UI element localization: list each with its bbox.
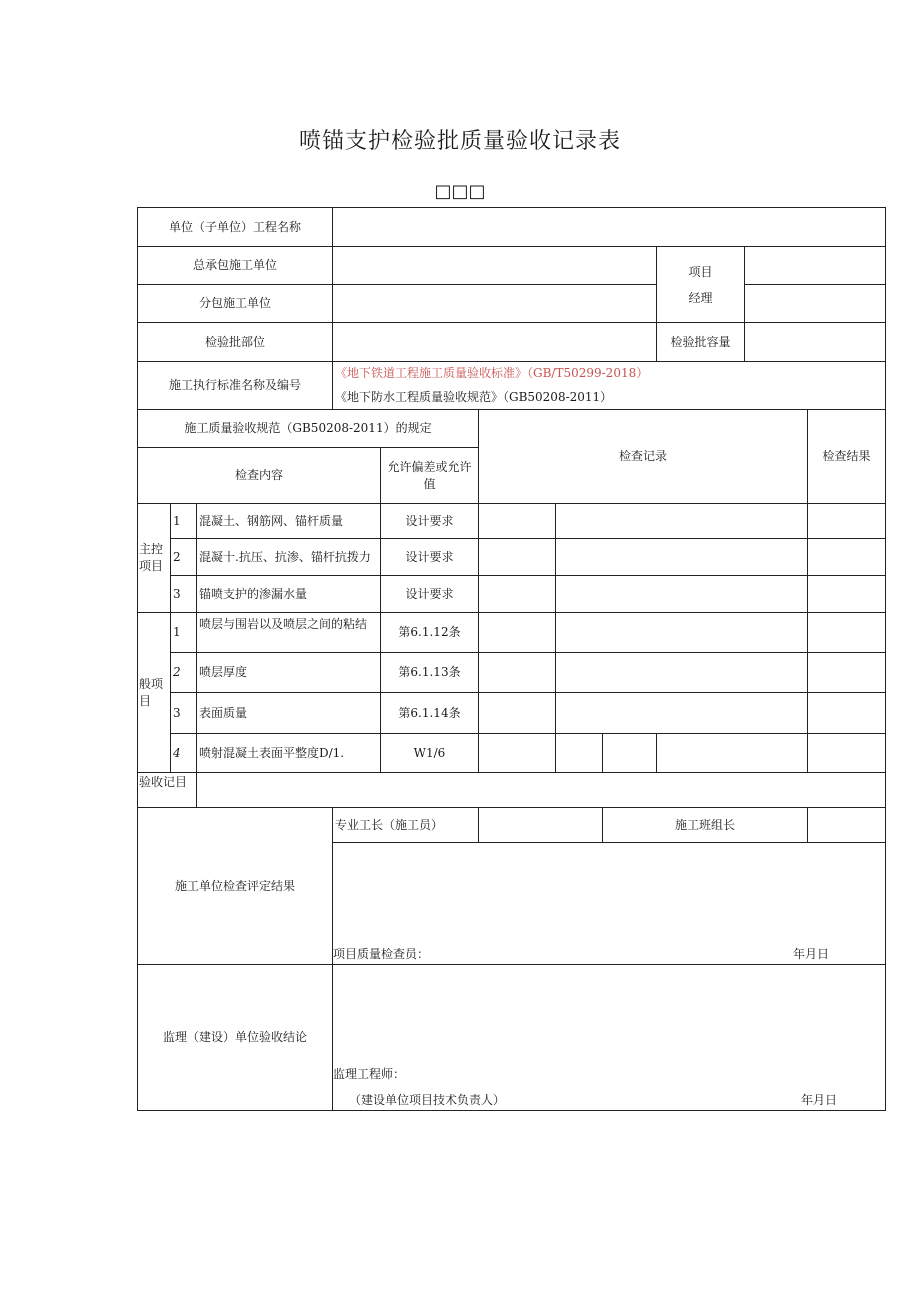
acceptance-record-label: 验收记目 <box>138 773 197 808</box>
item-content: 混凝土、钢筋网、锚杆质量 <box>197 504 381 539</box>
table-row <box>138 539 886 576</box>
subcontractor-value <box>333 285 657 323</box>
item-sample <box>479 693 556 734</box>
general-contractor-value <box>333 247 657 285</box>
batch-part-value <box>333 323 657 362</box>
supervision-sign-area <box>333 965 886 1111</box>
batch-part-label: 检验批部位 <box>138 323 333 362</box>
inspection-form-table <box>137 207 886 1111</box>
item-sample <box>479 504 556 539</box>
general-items-label: 般项目 <box>138 613 171 773</box>
standard-1: 《地下铁道工程施工质量验收标准》（GB/T50299-2018） <box>335 366 649 380</box>
table-row <box>138 653 886 693</box>
construction-date-label: 年月日 <box>792 947 829 961</box>
subcontractor-label: 分包施工单位 <box>138 285 333 323</box>
unit-name-value <box>333 208 886 247</box>
supervisor-engineer-label: 监理工程师： <box>333 1067 406 1081</box>
construction-result-label: 施工单位检查评定结果 <box>138 808 333 965</box>
unit-name-label: 单位（子单位）工程名称 <box>138 208 333 247</box>
item-number: 1 <box>171 613 197 653</box>
item-content: 锚喷支护的渗漏水量 <box>197 576 381 613</box>
item-content: 表面质量 <box>197 693 381 734</box>
project-manager-label-1: 项目 <box>688 264 713 279</box>
construction-sign-area <box>333 843 886 965</box>
result-header: 检查结果 <box>808 410 886 504</box>
item-value: 第6.1.13条 <box>381 653 479 693</box>
team-leader-label: 施工班组长 <box>603 808 808 843</box>
item-record <box>556 504 808 539</box>
item-result <box>808 653 886 693</box>
item-record <box>556 693 808 734</box>
acceptance-record-value <box>197 773 886 808</box>
standard-cell <box>333 362 886 410</box>
standard-2: 《地下防水工程质量验收规范》（GB50208-2011） <box>335 390 613 404</box>
item-value: 设计要求 <box>381 539 479 576</box>
item-sample <box>479 613 556 653</box>
general-contractor-label: 总承包施工单位 <box>138 247 333 285</box>
main-items-label: 主控项目 <box>138 504 171 613</box>
batch-capacity-label: 检验批容量 <box>657 323 745 362</box>
item-record-3 <box>657 734 808 773</box>
foreman-value <box>479 808 603 843</box>
item-number: 1 <box>171 504 197 539</box>
table-row <box>138 504 886 539</box>
standard-label: 施工执行标准名称及编号 <box>138 362 333 410</box>
item-content: 喷射混凝土表面平整度D/1. <box>197 734 381 773</box>
item-value: 第6.1.12条 <box>381 613 479 653</box>
tolerance-header: 允许偏差或允许值 <box>381 448 479 504</box>
item-result <box>808 734 886 773</box>
quality-inspector-label: 项目质量检查员： <box>333 947 430 961</box>
item-content: 喷层厚度 <box>197 653 381 693</box>
item-sample <box>479 653 556 693</box>
record-header: 检查记录 <box>479 410 808 504</box>
form-code-placeholder: □□□ <box>434 181 486 202</box>
table-row <box>138 734 886 773</box>
item-record-2 <box>603 734 657 773</box>
item-content: 混凝十.抗压、抗渗、锚杆抗拨力 <box>197 539 381 576</box>
project-manager-label <box>657 247 745 323</box>
team-leader-value <box>808 808 886 843</box>
table-row <box>138 693 886 734</box>
batch-capacity-value <box>745 323 886 362</box>
item-value: 设计要求 <box>381 576 479 613</box>
content-header: 检查内容 <box>138 448 381 504</box>
foreman-label: 专业工长（施工员） <box>333 808 479 843</box>
item-result <box>808 613 886 653</box>
item-value: 第6.1.14条 <box>381 693 479 734</box>
supervision-conclusion-label: 监理（建设）单位验收结论 <box>138 965 333 1111</box>
table-row <box>138 613 886 653</box>
item-number: 2 <box>171 539 197 576</box>
item-result <box>808 539 886 576</box>
table-row <box>138 576 886 613</box>
item-number: 4 <box>171 734 197 773</box>
spec-header: 施工质量验收规范（GB50208-2011）的规定 <box>138 410 479 448</box>
item-sample <box>479 576 556 613</box>
item-sample <box>479 734 556 773</box>
item-record <box>556 653 808 693</box>
item-number: 3 <box>171 576 197 613</box>
item-sample <box>479 539 556 576</box>
item-number: 2 <box>171 653 197 693</box>
owner-technical-lead-label: （建设单位项目技术负责人） <box>349 1093 506 1107</box>
item-record <box>556 613 808 653</box>
supervision-date-label: 年月日 <box>800 1093 837 1107</box>
form-title: 喷锚支护检验批质量验收记录表 <box>298 129 621 154</box>
item-record <box>556 539 808 576</box>
project-manager-label-2: 经理 <box>688 290 713 305</box>
item-value: W1/6 <box>381 734 479 773</box>
item-record <box>556 576 808 613</box>
item-value: 设计要求 <box>381 504 479 539</box>
item-result <box>808 693 886 734</box>
item-record-1 <box>556 734 603 773</box>
project-manager-value-2 <box>745 285 886 323</box>
item-number: 3 <box>171 693 197 734</box>
item-content: 喷层与围岩以及喷层之间的粘结 <box>197 613 381 653</box>
item-result <box>808 576 886 613</box>
project-manager-value-1 <box>745 247 886 285</box>
item-result <box>808 504 886 539</box>
